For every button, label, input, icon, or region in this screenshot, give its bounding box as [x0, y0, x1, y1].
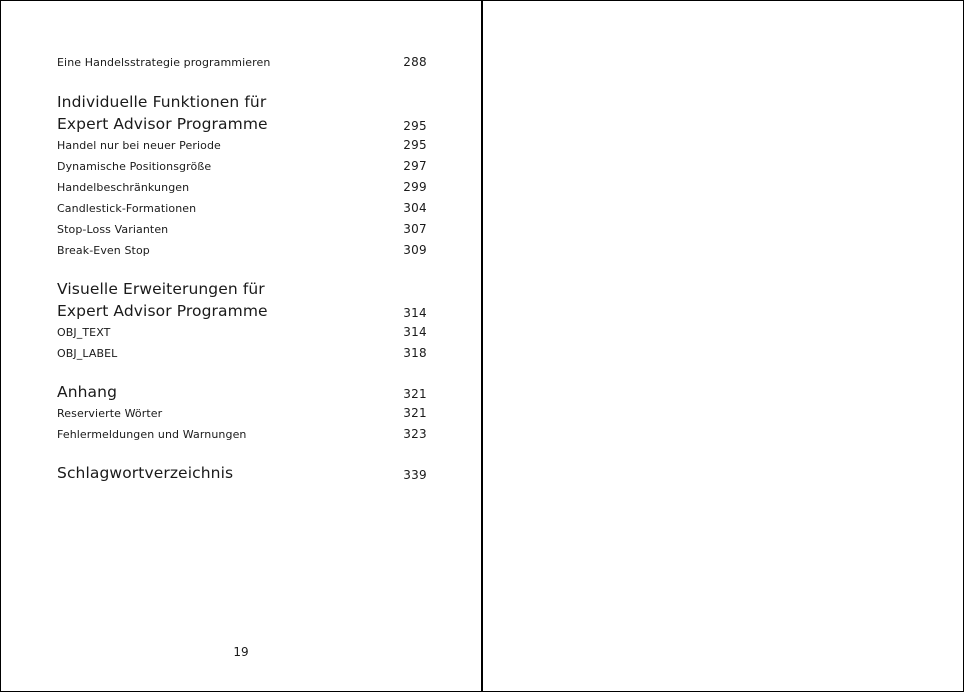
toc-entry-page: 309 — [403, 243, 427, 257]
toc-heading-title: Schlagwortverzeichnis — [57, 464, 234, 482]
toc-entry[interactable] — [57, 323, 427, 339]
toc-entry[interactable] — [57, 157, 427, 173]
toc-entry-title: Stop-Loss Varianten — [57, 223, 169, 236]
toc-heading-title: Visuelle Erweiterungen für — [57, 280, 265, 298]
toc-heading[interactable] — [57, 379, 427, 401]
toc-heading[interactable] — [57, 298, 427, 320]
toc-entry-page: 323 — [403, 427, 427, 441]
toc-entry-page: 318 — [403, 346, 427, 360]
toc-entry-page: 304 — [403, 201, 427, 215]
toc-entry[interactable] — [57, 178, 427, 194]
toc-heading-page: 339 — [403, 468, 427, 482]
toc-entry-title: Dynamische Positionsgröße — [57, 160, 212, 173]
toc-heading[interactable] — [57, 460, 427, 482]
toc-entry-page: 288 — [403, 55, 427, 69]
toc-entry-title: Handelbeschränkungen — [57, 181, 190, 194]
toc-heading-title: Expert Advisor Programme — [57, 302, 268, 320]
toc-heading-title: Individuelle Funktionen für — [57, 93, 267, 111]
toc-entry-page: 314 — [403, 325, 427, 339]
toc-heading-page: 321 — [403, 387, 427, 401]
toc-entry[interactable] — [57, 220, 427, 236]
toc-heading[interactable] — [57, 111, 427, 133]
toc-entry-title: OBJ_TEXT — [57, 326, 111, 339]
toc-entry[interactable] — [57, 136, 427, 152]
toc-entry-title: Candlestick-Formationen — [57, 202, 197, 215]
toc-heading-title: Expert Advisor Programme — [57, 115, 268, 133]
toc-heading[interactable] — [57, 89, 427, 111]
page-number: 19 — [233, 645, 249, 659]
toc-entry[interactable] — [57, 199, 427, 215]
toc-entry-title: OBJ_LABEL — [57, 347, 118, 360]
toc-heading-title: Anhang — [57, 383, 118, 401]
toc-entry[interactable] — [57, 53, 427, 69]
toc-entry-page: 297 — [403, 159, 427, 173]
toc-entry[interactable] — [57, 344, 427, 360]
toc-entry-page: 295 — [403, 138, 427, 152]
right-page — [482, 0, 964, 692]
toc-heading-page: 314 — [403, 306, 427, 320]
toc-entry-page: 307 — [403, 222, 427, 236]
toc-entry-page: 299 — [403, 180, 427, 194]
toc-entry[interactable] — [57, 241, 427, 257]
toc-entry-title: Reservierte Wörter — [57, 407, 163, 420]
toc-entry-title: Break-Even Stop — [57, 244, 150, 257]
toc-entry[interactable] — [57, 404, 427, 420]
toc-entry-page: 321 — [403, 406, 427, 420]
toc-heading-page: 295 — [403, 119, 427, 133]
toc-entry-title: Fehlermeldungen und Warnungen — [57, 428, 247, 441]
toc-entry[interactable] — [57, 425, 427, 441]
toc-heading[interactable] — [57, 276, 427, 298]
toc-entry-title: Handel nur bei neuer Periode — [57, 139, 221, 152]
toc-entry-title: Eine Handelsstrategie programmieren — [57, 56, 271, 69]
